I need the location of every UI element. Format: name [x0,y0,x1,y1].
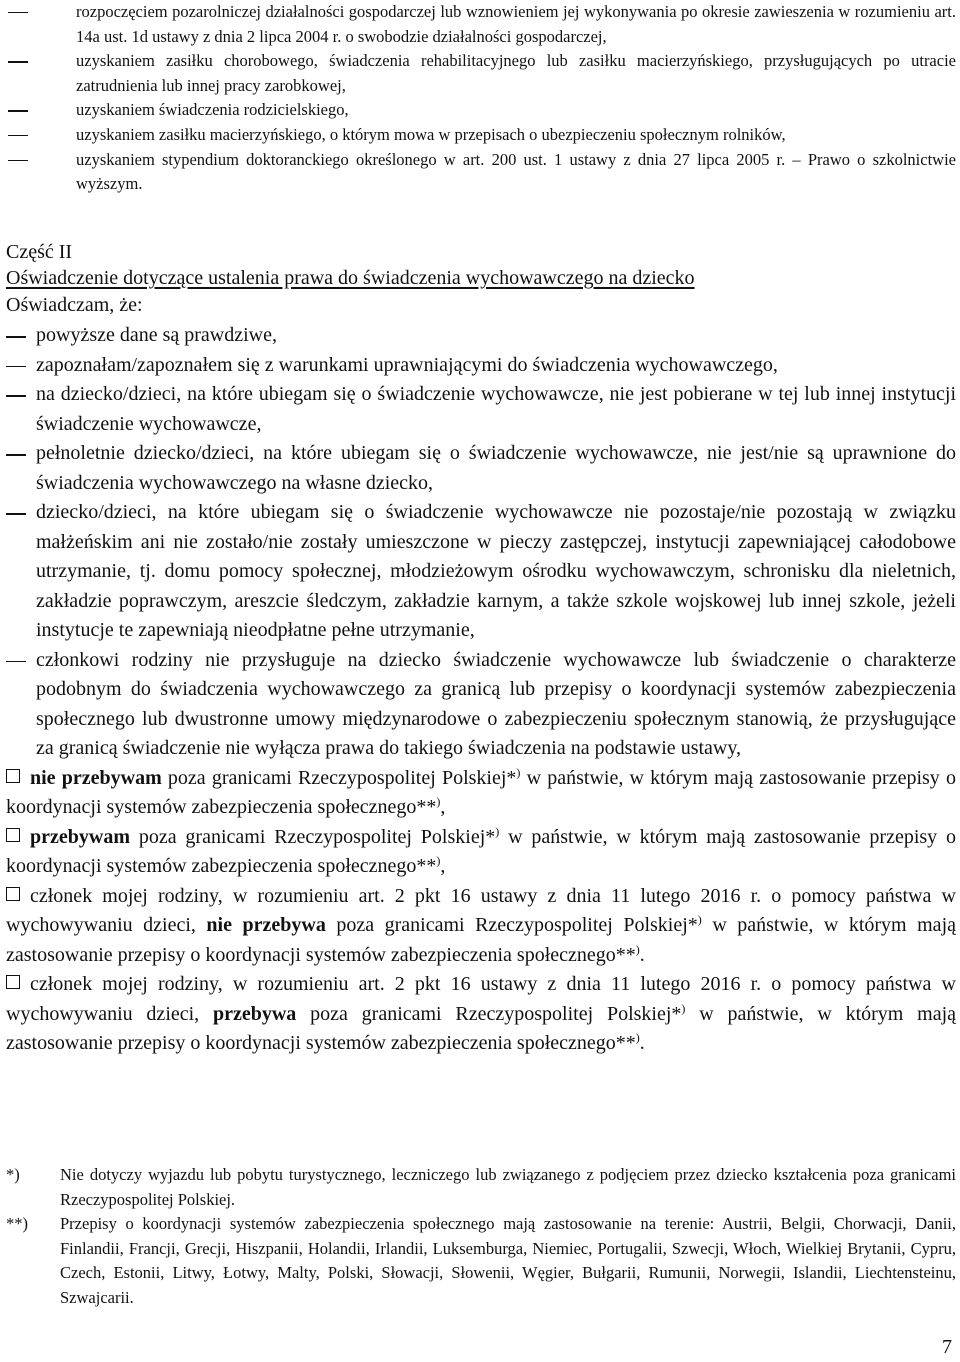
list-item: na dziecko/dzieci, na które ubiegam się o świadczenie wychowawcze, nie jest pobierane w tej lub innej instytucji świadczenie wychowawcze, [36,383,956,435]
checkbox[interactable] [6,975,20,989]
footnotes [6,1163,956,1311]
list-item: rozpoczęciem pozarolniczej działalności gospodarczej lub wznowieniem jej wykonywania po okresie zawieszenia w rozumieniu art. 14a ust. 1d ustawy z dnia 2 lipca 2004 r. o swobodzie działalności gospodarczej, [76,2,956,46]
list-item: uzyskaniem świadczenia rodzicielskiego, [76,100,349,120]
checkbox[interactable] [6,769,20,783]
checkbox-option-not-abroad: nie przebywam poza granicami Rzeczypospolitej Polskiej*) w państwie, w którym mają zastosowanie przepisy o koordynacji systemów zabezpieczenia społecznego**), [6,764,956,818]
list-item: członkowi rodziny nie przysługuje na dziecko świadczenie wychowawcze lub świadczenie o charakterze podobnym do świadczenia wychowawczego za granicą lub przepisy o koordynacji systemów zabezpieczenia społecznego lub dwustronne umowy międzynarodowe o zabezpieczeniu społecznym stanowią, że przysługujące za granicą świadczenie nie wyłącza prawa do takiego świadczenia na podstawie ustawy, [36,648,956,759]
checkbox[interactable] [6,887,20,901]
checkbox[interactable] [6,828,20,842]
section-heading: Oświadczenie dotyczące ustalenia prawa do świadczenia wychowawczego na dziecko [6,267,695,289]
list-item: uzyskaniem zasiłku macierzyńskiego, o którym mowa w przepisach o ubezpieczeniu społecznym rolników, [76,124,786,144]
list-item: uzyskaniem zasiłku chorobowego, świadczenia rehabilitacyjnego lub zasiłku macierzyńskiego, przysługujących po utracie zatrudnienia lub innej pracy zarobkowej, [76,51,956,95]
list-item: powyższe dane są prawdziwe, [36,324,278,346]
list-item: pełnoletnie dziecko/dzieci, na które ubiegam się o świadczenie wychowawcze, nie jest/nie są uprawnione do świadczenia wychowawczego na własne dziecko, [36,442,956,494]
list-item: dziecko/dzieci, na które ubiegam się o świadczenie wychowawcze nie pozostaje/nie pozostają w związku małżeńskim ani nie zostało/nie zostały umieszczone w pieczy zastępczej, instytucji zapewniającej całodobowe utrzymanie, tj. domu pomocy społecznej, młodzieżowym ośrodku wychowawczym, schronisku dla nieletnich, zakładzie poprawczym, areszcie śledczym, zakładzie karnym, a także szkole wojskowej lub innej szkole, jeżeli instytucje te zapewniają nieodpłatne pełne utrzymanie, [36,501,956,641]
footnote-mark: *) [6,1165,20,1184]
section-title: Część II [6,241,73,263]
checkbox-option-family-not-abroad: członek mojej rodziny, w rozumieniu art. 2 pkt 16 ustawy z dnia 11 lutego 2016 r. o pomocy państwa w wychowywaniu dzieci, nie przebywa poza granicami Rzeczypospolitej Polskiej*) w państwie, w którym mają zastosowanie przepisy o koordynacji systemów zabezpieczenia społecznego**). [6,884,956,966]
list-item: uzyskaniem stypendium doktoranckiego określonego w art. 200 ust. 1 ustawy z dnia 27 lipca 2005 r. – Prawo o szkolnictwie wyższym. [76,149,956,194]
footnote: **) Przepisy o koordynacji systemów zabezpieczenia społecznego mają zastosowanie na terenie: Austrii, Belgii, Chorwacji, Danii, Finlandii, Francji, Grecji, Hiszpanii, Holandii, Irlandii, Luksemburga, Niemiec, Portugalii, Szwecji, Włoch, Wielkiej Brytanii, Cypru, Czech, Estonii, Litwy, Łotwy, Malty, Polski, Słowacji, Słowenii, Węgier, Bułgarii, Rumunii, Norwegii, Islandii, Liechtensteinu, Szwajcarii. [6,1214,956,1307]
list-item: zapoznałam/zapoznałem się z warunkami uprawniającymi do świadczenia wychowawczego, [36,353,778,376]
checkbox-option-abroad: przebywam poza granicami Rzeczypospolitej Polskiej*) w państwie, w którym mają zastosowanie przepisy o koordynacji systemów zabezpieczenia społecznego**), [6,823,957,877]
top-list [6,0,956,197]
footnote: *) Nie dotyczy wyjazdu lub pobytu turystycznego, leczniczego lub związanego z podjęciem przez dziecko kształcenia poza granicami Rzeczypospolitej Polskiej. [6,1165,956,1209]
declaration-intro: Oświadczam, że: [6,294,143,316]
footnote-mark: **) [6,1214,28,1234]
checkbox-option-family-abroad: członek mojej rodziny, w rozumieniu art. 2 pkt 16 ustawy z dnia 11 lutego 2016 r. o pomocy państwa w wychowywaniu dzieci, przebywa poza granicami Rzeczypospolitej Polskiej*) w państwie, w którym mają zastosowanie przepisy o koordynacji systemów zabezpieczenia społecznego**). [6,973,957,1054]
declaration-list [6,321,956,1059]
page-number: 7 [942,1336,952,1358]
